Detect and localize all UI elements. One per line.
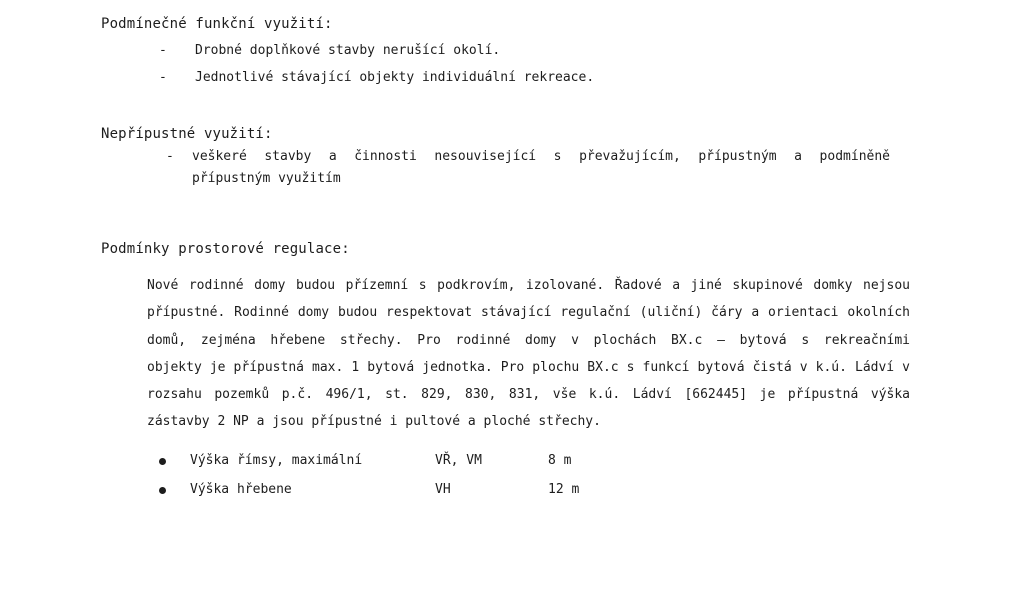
paragraph-line: domů, zejména hřebene střechy. Pro rodinné domy v plochách BX.c – bytová s rekreačními	[147, 332, 910, 348]
parameter-code: VH	[435, 482, 451, 497]
parameter-value: 8 m	[548, 453, 572, 468]
list-item-text: Jednotlivé stávající objekty individuální rekreace.	[195, 70, 595, 85]
list-item-text-line-1: veškeré stavby a činnosti nesouvisející s převažujícím, přípustným a podmíněně	[192, 149, 890, 164]
parameter-row-vyska-hrebene	[159, 482, 579, 498]
bullet-dot-icon	[159, 458, 166, 465]
section-heading-conditional-use: Podmínečné funkční využití:	[101, 16, 333, 32]
paragraph-line: zástavby 2 NP a jsou přípustné i pultové a ploché střechy.	[147, 414, 601, 430]
dash-bullet-icon: -	[159, 70, 167, 85]
paragraph-line: objekty je přípustná max. 1 bytová jednotka. Pro plochu BX.c s funkcí bytová čistá v k.ú. Ládví v	[147, 359, 910, 375]
paragraph-line: Nové rodinné domy budou přízemní s podkrovím, izolované. Řadové a jiné skupinové domky nejsou	[147, 278, 910, 293]
list-item	[159, 70, 594, 86]
list-item	[159, 43, 500, 59]
section-heading-spatial-regulation: Podmínky prostorové regulace:	[101, 241, 350, 257]
parameter-label: Výška hřebene	[190, 482, 292, 497]
list-item-text-line-2: přípustným využitím	[192, 171, 341, 186]
dash-bullet-icon: -	[166, 149, 174, 164]
list-item	[166, 149, 890, 165]
dash-bullet-icon: -	[159, 43, 167, 58]
parameter-label: Výška římsy, maximální	[190, 453, 363, 468]
section-heading-impermissible-use: Nepřípustné využití:	[101, 126, 273, 142]
parameter-value: 12 m	[548, 482, 580, 497]
paragraph-line: rozsahu pozemků p.č. 496/1, st. 829, 830, 831, vše k.ú. Ládví [662445] je přípustná výška	[147, 387, 910, 403]
list-item-text: Drobné doplňkové stavby nerušící okolí.	[195, 43, 501, 58]
parameter-row-vyska-rimsy	[159, 453, 571, 469]
regulation-paragraph	[147, 272, 910, 436]
parameter-code: VŘ, VM	[435, 453, 482, 468]
bullet-dot-icon	[159, 487, 166, 494]
paragraph-line: přípustné. Rodinné domy budou respektovat stávající regulační (uliční) čáry a orientaci okolních	[147, 305, 910, 321]
